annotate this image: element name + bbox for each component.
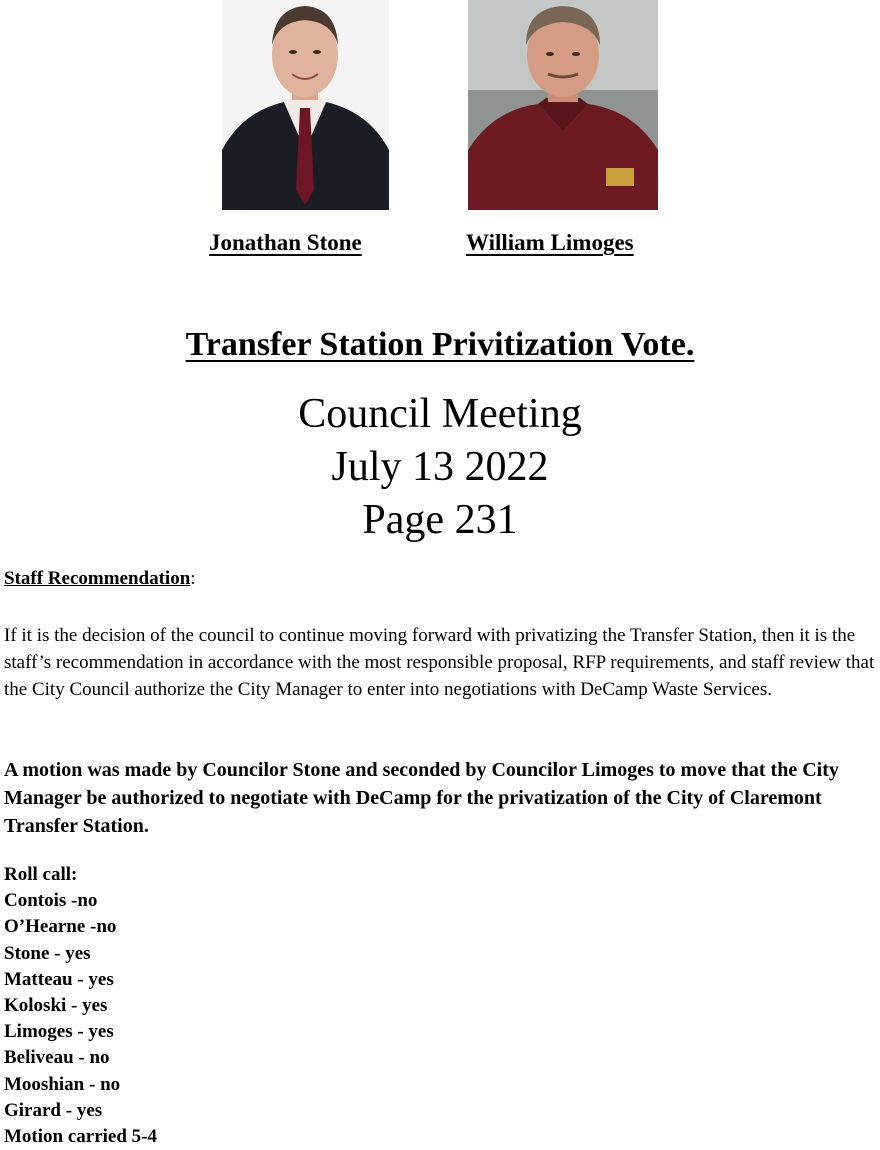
vote-item: Contois -no [4,890,98,912]
roll-call-title: Roll call: [4,864,78,885]
motion-text: A motion was made by Councilor Stone and seconded by Councilor Limoges to move that the City Manager be authorized to negotiate with DeCamp for the privatization of the City of Claremont Transfer Station. [4,759,839,837]
vote-item: Matteau - yes [4,968,114,990]
roll-call [4,862,157,1150]
headline: Transfer Station Privitization Vote. [185,326,695,363]
vote-item: Koloski - yes [4,995,108,1017]
vote-item: Stone - yes [4,942,91,964]
meeting-header [0,388,880,547]
staff-recommendation-colon: : [190,568,196,589]
motion-result: Motion carried 5-4 [4,1126,158,1148]
photo-william-limoges [468,0,658,210]
staff-recommendation-label: Staff Recommendation [4,568,191,589]
meeting-title: Council Meeting [298,391,582,437]
vote-item: Beliveau - no [4,1047,110,1069]
staff-recommendation-heading [4,568,196,590]
person-name-stone: Jonathan Stone [209,230,362,255]
vote-item: Mooshian - no [4,1073,121,1095]
staff-recommendation-text: If it is the decision of the council to continue moving forward with privatizing the Transfer Station, then it is the staff’s recommendation in accordance with the most responsible proposal, RFP requirements, and staff review that the City Council authorize the City Manager to enter into negotiations with DeCamp Waste Services. [4,625,875,700]
person-name-limoges: William Limoges [466,230,634,255]
meeting-page: Page 231 [362,497,518,543]
photo-jonathan-stone [222,0,389,210]
vote-item: Girard - yes [4,1099,103,1121]
vote-item: Limoges - yes [4,1021,114,1043]
meeting-date: July 13 2022 [331,444,549,490]
vote-item: O’Hearne -no [4,916,117,938]
